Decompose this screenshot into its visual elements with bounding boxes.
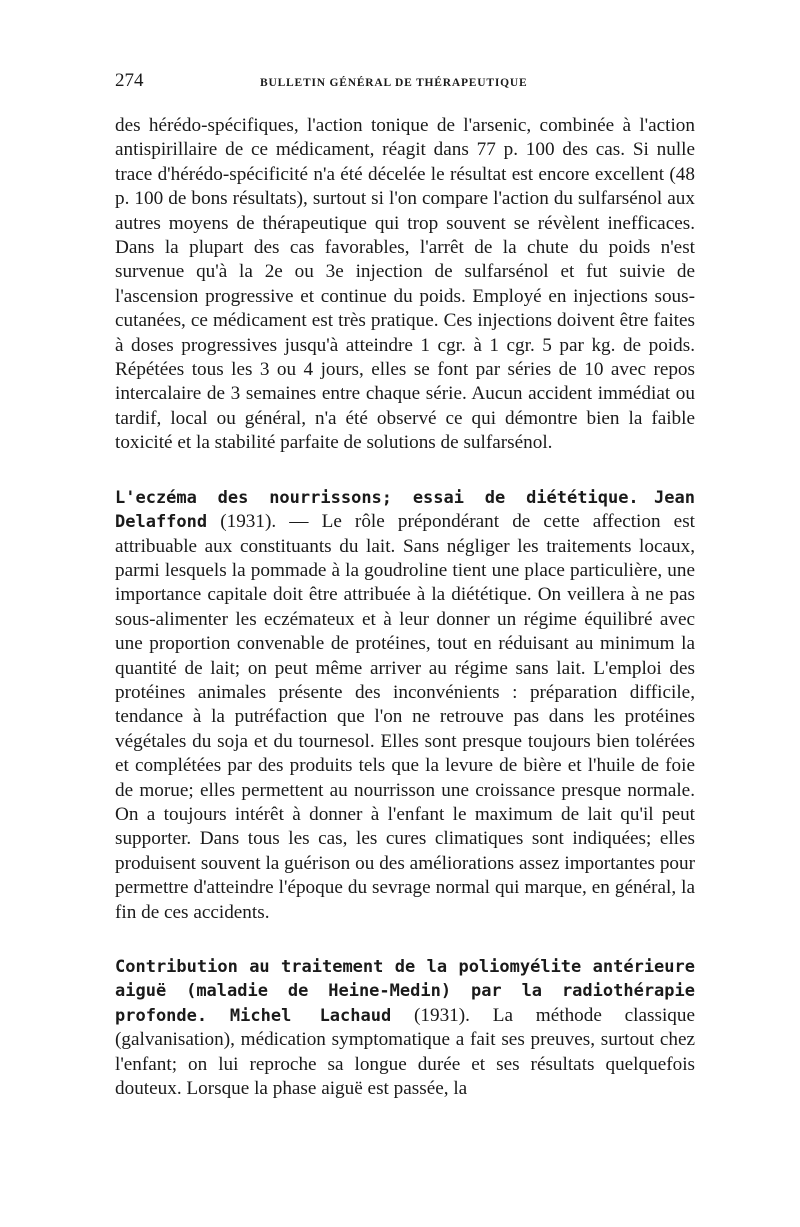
article-author: Jean Delaffond bbox=[115, 487, 695, 533]
article-year: (1931). bbox=[414, 1004, 470, 1026]
article-title: Contribution au traitement de la poliomyélite antérieure aiguë (maladie de Heine-Medin) par la radiothérapie profonde. bbox=[115, 957, 695, 1026]
article-body: La méthode classique (galvanisation), médication symptomatique a fait ses preuves, surtout chez l'enfant; on lui reproche sa longue durée et ses résultats quelquefois douteux. Lorsque la phase aiguë est passée, la bbox=[115, 1004, 695, 1100]
article-body: — Le rôle prépondérant de cette affection est attribuable aux constituants du lait. Sans négliger les traitements locaux, parmi lesquels la pommade à la goudroline tient une place particulière, une importance capitale doit être attribuée à la diététique. On veillera à ne pas sous-alimenter les eczémateux et à leur donner un régime équilibré avec une proportion convenable de protéines, tout en réduisant au minimum la quantité de lait; on peut même arriver au régime sans lait. L'emploi des protéines animales présente des inconvénients : préparation difficile, tendance à la putréfaction que l'on ne retrouve pas dans les protéines végétales du soja et du tournesol. Elles sont presque toujours bien tolérées et complétées par des produits tels que la levure de bière et l'huile de foie de morue; elles permettent au nourrisson une croissance presque normale. On a toujours intérêt à donner à l'enfant le maximum de lait qu'il peut supporter. Dans tous les cas, les cures climatiques sont indiquées; elles produisent souvent la guérison ou des améliorations assez importantes pour permettre d'atteindre l'époque du sevrage normal qui marque, en général, la fin de ces accidents. bbox=[115, 511, 695, 923]
article-year: (1931). bbox=[220, 511, 277, 533]
running-head: BULLETIN GÉNÉRAL DE THÉRAPEUTIQUE bbox=[260, 77, 528, 89]
article-title: L'eczéma des nourrissons; essai de diététique. bbox=[115, 487, 639, 508]
page-header bbox=[115, 70, 695, 92]
paragraph-text: des hérédo-spécifiques, l'action tonique de l'arsenic, combinée à l'action antispirillaire de ce médicament, réagit dans 77 p. 100 des cas. Si nulle trace d'hérédo-spécificité n'a été décelée le résultat est encore excellent (48 p. 100 de bons résultats), surtout si l'on compare l'action du sulfarsénol aux autres moyens de thérapeutique qui trop souvent se révèlent inefficaces. Dans la plupart des cas favorables, l'arrêt de la chute du poids n'est survenue qu'à la 2e ou 3e injection de sulfarsénol et fut suivie de l'ascension progressive et continue du poids. Employé en injections sous-cutanées, ce médicament est très pratique. Ces injections doivent être faites à doses progressives jusqu'à atteindre 1 cgr. à 1 cgr. 5 par kg. de poids. Répétées tous les 3 ou 4 jours, elles se font par séries de 10 avec repos intercalaire de 3 semaines entre chaque série. Aucun accident immédiat ou tardif, local ou général, n'a été observé ce qui démontre bien la faible toxicité et la stabilité parfaite de solutions de sulfarsénol. bbox=[115, 115, 695, 454]
article-author: Michel Lachaud bbox=[229, 1005, 392, 1026]
page-number: 274 bbox=[115, 70, 144, 91]
article-eczema bbox=[115, 486, 695, 925]
paragraph-continuation bbox=[115, 114, 695, 456]
document-page bbox=[115, 70, 695, 1101]
article-polio bbox=[115, 955, 695, 1101]
